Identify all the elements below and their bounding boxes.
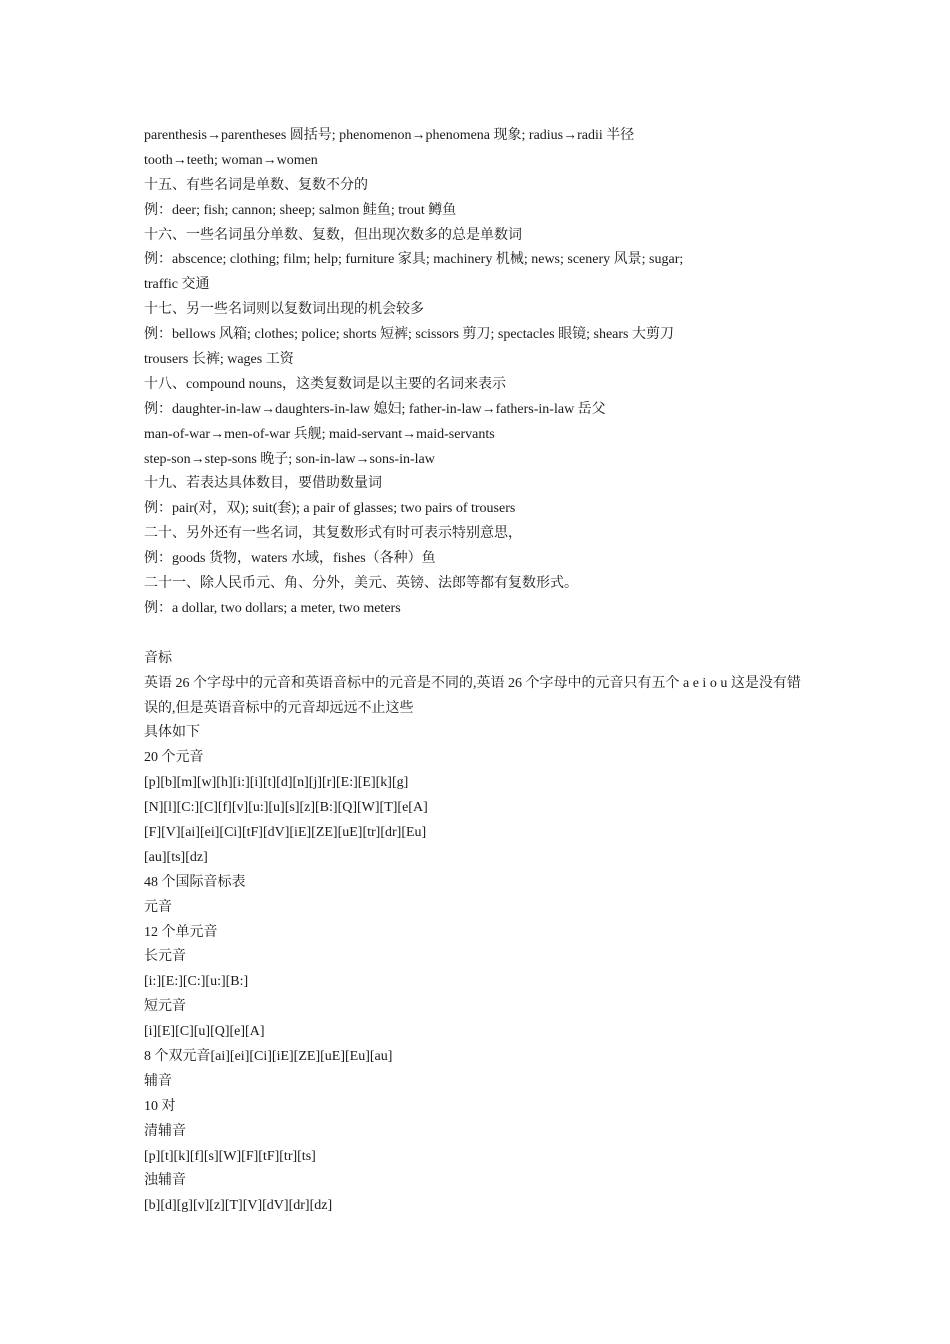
text-line: tooth→teeth; woman→women (144, 152, 318, 168)
rule-heading: 二十、另外还有一些名词，其复数形式有时可表示特别意思， (144, 526, 522, 542)
blank-line (144, 622, 814, 647)
text-line: step-son→step-sons 晚子; son-in-law→sons-in-law (144, 451, 435, 467)
text-line: 具体如下 (144, 725, 200, 741)
rule-heading: 十六、一些名词虽分单数、复数，但出现次数多的总是单数词 (144, 227, 522, 243)
text-line: 10 对 (144, 1098, 176, 1114)
example-line: 例：goods 货物，waters 水域，fishes（各种）鱼 (144, 551, 436, 567)
text-line: 短元音 (144, 999, 186, 1015)
symbol-line: [p][t][k][f][s][W][F][tF][tr][ts] (144, 1148, 316, 1164)
rule-heading: 十五、有些名词是单数、复数不分的 (144, 177, 368, 193)
text-line: 浊辅音 (144, 1173, 186, 1189)
rule-heading: 十九、若表达具体数目，要借助数量词 (144, 476, 382, 492)
rule-heading: 十七、另一些名词则以复数词出现的机会较多 (144, 302, 424, 318)
text-line: trousers 长裤; wages 工资 (144, 352, 294, 368)
text-line: 辅音 (144, 1073, 172, 1089)
intro-paragraph: 英语 26 个字母中的元音和英语音标中的元音是不同的,英语 26 个字母中的元音只有五个 a e i o u 这是没有错误的,但是英语音标中的元音却远远不止这些 (144, 675, 801, 716)
text-line: 20 个元音 (144, 750, 204, 766)
symbol-line: [au][ts][dz] (144, 849, 208, 865)
rule-heading: 十八、compound nouns，这类复数词是以主要的名词来表示 (144, 376, 507, 392)
symbol-line: [p][b][m][w][h][i:][i][t][d][n][j][r][E:][E][k][g] (144, 775, 409, 791)
section-heading: 音标 (144, 650, 172, 666)
example-line: 例：bellows 风箱; clothes; police; shorts 短裤; scissors 剪刀; spectacles 眼镜; shears 大剪刀 (144, 327, 674, 343)
text-line: 12 个单元音 (144, 924, 218, 940)
section-noun-plurals (144, 124, 814, 622)
symbol-line: [i:][E:][C:][u:][B:] (144, 974, 249, 990)
example-line: 例：abscence; clothing; film; help; furniture 家具; machinery 机械; news; scenery 风景; sugar; (144, 252, 684, 268)
text-line: traffic 交通 (144, 277, 210, 293)
rule-heading: 二十一、除人民币元、角、分外，美元、英镑、法郎等都有复数形式。 (144, 576, 578, 592)
text-line: 长元音 (144, 949, 186, 965)
symbol-line: [N][l][C:][C][f][v][u:][u][s][z][B:][Q][W][T][e[A] (144, 800, 428, 816)
symbol-line: 8 个双元音[ai][ei][Ci][iE][ZE][uE][Eu][au] (144, 1048, 393, 1064)
symbol-line: [b][d][g][v][z][T][V][dV][dr][dz] (144, 1198, 333, 1214)
text-line: 清辅音 (144, 1123, 186, 1139)
example-line: 例：pair(对，双); suit(套); a pair of glasses; two pairs of trousers (144, 501, 516, 517)
text-line: man-of-war→men-of-war 兵舰; maid-servant→maid-servants (144, 426, 495, 442)
text-line: 48 个国际音标表 (144, 874, 246, 890)
symbol-line: [F][V][ai][ei][Ci][tF][dV][iE][ZE][uE][tr][dr][Eu] (144, 824, 427, 840)
text-line: 元音 (144, 899, 172, 915)
example-line: 例：deer; fish; cannon; sheep; salmon 鲑鱼; trout 鳟鱼 (144, 202, 457, 218)
text-line: parenthesis→parentheses 圆括号; phenomenon→phenomena 现象; radius→radii 半径 (144, 128, 635, 143)
symbol-line: [i][E][C][u][Q][e][A] (144, 1024, 265, 1040)
example-line: 例：a dollar, two dollars; a meter, two meters (144, 600, 401, 616)
example-line: 例：daughter-in-law→daughters-in-law 媳妇; father-in-law→fathers-in-law 岳父 (144, 401, 606, 417)
section-phonetics (144, 647, 814, 1220)
document-page (144, 124, 814, 1219)
